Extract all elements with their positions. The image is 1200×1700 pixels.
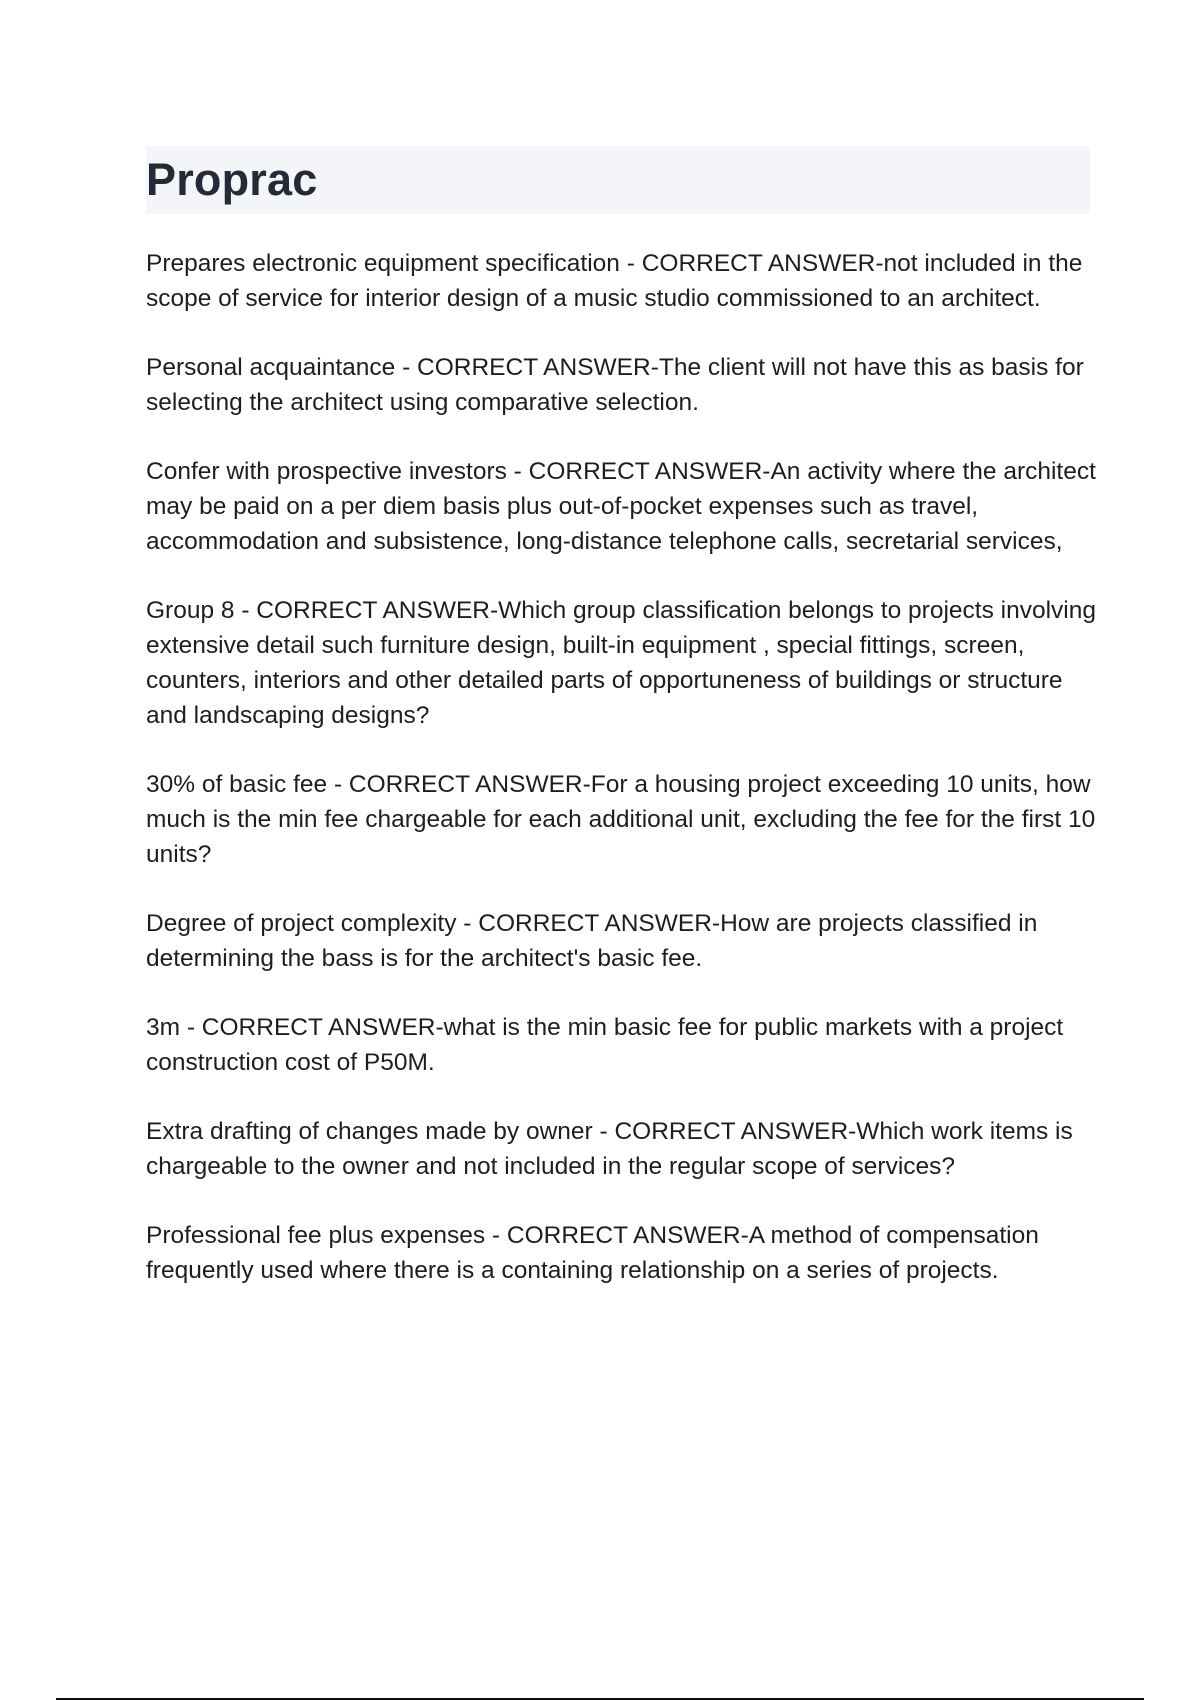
qa-entry: 3m - CORRECT ANSWER-what is the min basic fee for public markets with a project construction cost of P50M. [146,1014,1064,1076]
qa-entry: Professional fee plus expenses - CORRECT ANSWER-A method of compensation frequently used where there is a containing relationship on a series of projects. [146,1222,1039,1284]
qa-entry: Confer with prospective investors - CORRECT ANSWER-An activity where the architect may be paid on a per diem basis plus out-of-pocket expenses such as travel, accommodation and subsistence, long-distance telephone calls, secretarial services, [146,458,1096,555]
qa-list [146,246,1096,1322]
qa-entry: 30% of basic fee - CORRECT ANSWER-For a housing project exceeding 10 units, how much is the min fee chargeable for each additional unit, excluding the fee for the first 10 units? [146,771,1096,868]
qa-entry: Prepares electronic equipment specification - CORRECT ANSWER-not included in the scope of service for interior design of a music studio commissioned to an architect. [146,250,1083,312]
title-banner [146,146,1090,214]
qa-entry: Degree of project complexity - CORRECT ANSWER-How are projects classified in determining the bass is for the architect's basic fee. [146,910,1038,972]
qa-entry: Personal acquaintance - CORRECT ANSWER-The client will not have this as basis for selecting the architect using comparative selection. [146,354,1084,416]
page-title: Proprac [146,154,318,205]
qa-entry: Group 8 - CORRECT ANSWER-Which group classification belongs to projects involving extensive detail such furniture design, built-in equipment , special fittings, screen, counters, interiors and other detailed parts of opportuneness of buildings or structure and landscaping designs? [146,597,1096,729]
qa-entry: Extra drafting of changes made by owner - CORRECT ANSWER-Which work items is chargeable to the owner and not included in the regular scope of services? [146,1118,1073,1180]
